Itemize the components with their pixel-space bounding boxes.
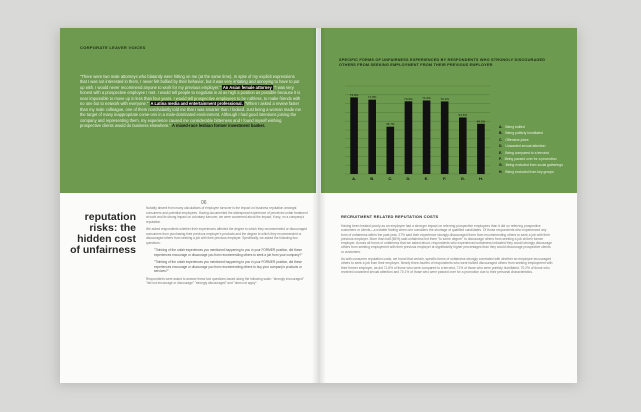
page-number: 06 [201,200,207,206]
data-label: 71.8% [367,95,377,100]
data-label: 70.2% [404,96,413,101]
right-page [321,28,577,383]
category-label: F. [443,176,447,181]
quote-panel [60,28,316,193]
body-paragraph: Respondents were asked to answer these two questions based along the following scale: "strongly encouraged" "did not encourage or discourage" "strongly discouraged" and "does not apply". [146,276,304,285]
category-label: A. [352,176,357,181]
legend-label: Being excluded from social gatherings [505,163,563,168]
data-label: 54.6% [458,112,468,117]
section-title-line: hidden cost [77,233,136,245]
category-label: G. [460,176,465,181]
legend-key: A. [499,125,503,129]
right-body-text [341,224,553,277]
legend-key: D. [499,144,503,149]
left-body-text [146,206,308,289]
legend-key: B. [499,131,503,136]
quote-attribution: A Latina media and entertainment professional. [150,101,243,107]
legend-label: Being bullied [505,125,525,129]
chart-bar [459,117,467,174]
quote-passage: "I was very honest with a prospective employee I met. I would tell people to negotiate in at as high a position as possible because it is near impossible to move up in less than four years. I would tell prospective employees to be ruthless, to make friends with no one but to network with everyone." [80,84,301,107]
quote-text [80,74,302,129]
legend-key: E. [499,150,503,155]
legend-label: Offensive jokes [505,137,529,142]
category-label: H. [478,176,483,181]
legend-label: Being compared to a terrorist [505,150,549,155]
chart-bar [368,100,376,174]
chart-legend [499,124,571,175]
running-head: CORPORATE LEAVER VOICES [80,45,146,50]
category-label: D. [406,176,411,181]
survey-question: "Thinking of the unfair experiences you mentioned happening to you in your FORMER position, did these experiences encourage or discourage you from recommending others to buy your company's products or services?" [154,260,302,273]
left-page [60,28,316,383]
section-title-line: of unfairness [70,244,136,256]
body-paragraph: Having been treated poorly as an employee had a stronger impact on referring prospective employees than it did on referring prospective customers or clients—a notable finding when one considers the shortage of qualified candidates. Of those respondents who experienced any form of unfairness within the past year, 27% said their experience strongly discouraged them from recommending others to seek a job with their previous employer. More than half (56%) said unfairness led them "to some degree" to discourage others from seeking a job at their former employer. Across all forms of unfairness that we asked about, respondents who experienced unfairness indicated they would strongly discourage others from seeking employment with their previous employer at significantly higher percentages than they would discourage prospective clients or customers. [341,224,552,254]
body-paragraph: As with consumer reputation costs, we found that certain, specific forms of unfairness strongly correlated with whether an employee encouraged others to seek a job from their employer. Nearly three-fourths of respondents who were bullied discouraged others from seeking employment with their former employer, as did 71.8% of those who were compared to a terrorist, 71% of those who were publicly humiliated, 70.2% of those who received unwanted sexual attention and 70.1% of those who were passed over for a promotion due to their personal characteristics. [341,257,553,274]
legend-key: H. [499,169,503,174]
chart-bar [477,124,485,174]
quote-passage: "There were two male attorneys who blatantly were hitting on me (at the same time). In spite of my explicit expressions that I was not interested in them, I never felt bullied by their behavior, but it was very irritating and annoying to have to put up with. I would never recommend anyone to work for my previous employer." [80,74,300,90]
legend-item [499,162,571,168]
quote-attribution: An Asian female attorney [222,84,272,90]
legend-key: F. [499,156,502,161]
legend-label: Unwanted sexual attention [505,144,546,149]
chart-bar [405,101,413,174]
legend-key: G. [499,163,503,168]
section-title-line: reputation [84,211,136,223]
data-label: 45.7% [386,122,395,127]
data-label: 48.5% [476,119,486,124]
chart-title: SPECIFIC FORMS OF UNFAIRNESS EXPERIENCED BY RESPONDENTS WHO STRONGLY DISCOURAGED OTHERS FROM SEEKING EMPLOYMENT FROM THEIR PREVIOUS EMPLOYER [339,58,546,67]
category-label: E. [424,176,429,181]
bar-chart [335,80,495,188]
quote-passage: "When I asked a review faster than my male colleague, one of them nonchalantly told me that I was smarter than I looked. Just being a woman made me the target of many inappropriate come-ons in a male-dominated environment. Although I had good intentions joining the company and representing them, my experience caused me considerable bitterness and I found myself wishing prospective clients would do business elsewhere." [80,101,301,129]
spine-gutter [312,28,326,383]
legend-key: C. [499,137,503,142]
section-title [66,212,136,256]
legend-label: Being passed over for a promotion [504,156,557,161]
quote-attribution: A mixed-race lesbian former investment banker. [172,123,266,129]
section-title-line: risks: the [89,222,136,234]
legend-label: Being publicly humiliated [505,131,543,136]
body-paragraph: Notably absent from many calculations of employee turnover is the impact on business reputation amongst consumers and potential employees. Having documented the widespread experience of perceived unfair treatment at work and its strong impact on voluntary turnover, we were concerned about the impact, if any, on a company's reputation. [146,206,308,224]
body-paragraph: We asked respondents whether their experiences affected the degree to which they recommended or discouraged consumers from purchasing their previous employer's products and the degree to which they recommended or discouraged others from seeking a job with their previous employer. Specifically, we asked the following two questions: [146,227,307,245]
chart-bar [387,127,395,174]
chart-bar [350,97,358,174]
legend-label: Being excluded from key groups [505,169,554,174]
category-label: B. [370,176,375,181]
data-label: 74.0% [349,92,359,97]
chart-panel [321,28,577,193]
category-label: C. [388,176,393,181]
data-label: 70.1% [440,96,449,101]
chart-bar [423,100,431,174]
booklet-spread [60,28,577,383]
data-label: 71.0% [422,95,431,100]
legend-item [499,169,571,175]
chart-bar [441,101,449,174]
section-heading: RECRUITMENT RELATED REPUTATION COSTS [341,214,439,219]
survey-question: "Thinking of the unfair experiences you mentioned happening to you in your FORMER position, did these experiences encourage or discourage you from recommending others to seek a job from your company?" [154,248,303,257]
